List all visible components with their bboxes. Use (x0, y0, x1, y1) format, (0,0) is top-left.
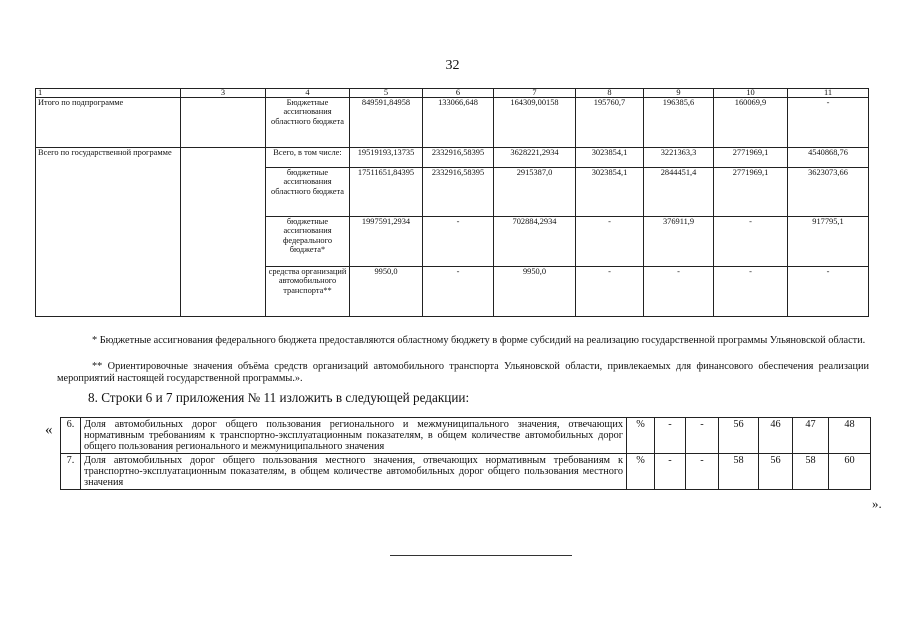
value-cell: 47 (793, 418, 829, 454)
value-cell: 2332916,58395 (423, 148, 494, 168)
column-number: 6 (423, 89, 494, 98)
value-cell: 9950,0 (350, 267, 423, 317)
value-cell: - (655, 454, 686, 490)
value-cell: 2771969,1 (714, 148, 788, 168)
value-cell: 195760,7 (576, 98, 644, 148)
table-row (36, 148, 869, 168)
funding-source: бюджетные ассигнования областного бюджета (266, 168, 350, 217)
value-cell: - (714, 217, 788, 267)
total-label: Всего по государственной программе (36, 148, 181, 317)
value-cell: 56 (719, 418, 759, 454)
funding-source: бюджетные ассигнования федерального бюджета* (266, 217, 350, 267)
value-cell: - (655, 418, 686, 454)
indicators-table (60, 417, 871, 490)
row-number: 7. (61, 454, 81, 490)
value-cell: 702884,2934 (494, 217, 576, 267)
table-row (61, 454, 871, 490)
unit-cell: % (627, 454, 655, 490)
funding-source: Всего, в том числе: (266, 148, 350, 168)
column-number: 8 (576, 89, 644, 98)
row-number: 6. (61, 418, 81, 454)
footnote-federal: * Бюджетные ассигнования федерального бюджета предоставляются областному бюджету в форме субсидий на реализацию государственной программы Ульяновской области. (92, 335, 866, 346)
indicator-text: Доля автомобильных дорог общего пользования местного значения, отвечающих нормативным требованиям к транспортно-эксплуатационным показателям, в общем количестве автомобильных дорог общего пользования местного значения (81, 454, 627, 490)
value-cell: 58 (719, 454, 759, 490)
value-cell: 58 (793, 454, 829, 490)
value-cell: 849591,84958 (350, 98, 423, 148)
closing-quote: ». (872, 496, 882, 511)
value-cell: 196385,6 (644, 98, 714, 148)
value-cell: 2771969,1 (714, 168, 788, 217)
value-cell: 133066,648 (423, 98, 494, 148)
value-cell: - (788, 267, 869, 317)
value-cell: - (714, 267, 788, 317)
subtotal-label: Итого по подпрограмме (36, 98, 181, 148)
value-cell: 56 (759, 454, 793, 490)
value-cell: 17511651,84395 (350, 168, 423, 217)
column-number: 10 (714, 89, 788, 98)
page-number: 32 (445, 58, 460, 73)
empty-cell (181, 148, 266, 317)
column-number: 7 (494, 89, 576, 98)
value-cell: 9950,0 (494, 267, 576, 317)
value-cell: - (423, 217, 494, 267)
empty-cell (181, 98, 266, 148)
column-number: 11 (788, 89, 869, 98)
column-number: 1 (36, 89, 181, 98)
value-cell: - (686, 418, 719, 454)
value-cell: 4540868,76 (788, 148, 869, 168)
value-cell: 3023854,1 (576, 168, 644, 217)
funding-source: Бюджетные ассигнования областного бюджета (266, 98, 350, 148)
value-cell: - (423, 267, 494, 317)
table-row (36, 98, 869, 148)
value-cell: 3221363,3 (644, 148, 714, 168)
value-cell: - (644, 267, 714, 317)
separator-line (390, 555, 572, 556)
column-number: 3 (181, 89, 266, 98)
value-cell: 3628221,2934 (494, 148, 576, 168)
value-cell: - (576, 267, 644, 317)
table-row (61, 418, 871, 454)
value-cell: 160069,9 (714, 98, 788, 148)
column-number: 4 (266, 89, 350, 98)
opening-quote: « (45, 422, 53, 438)
value-cell: 46 (759, 418, 793, 454)
value-cell: 60 (829, 454, 871, 490)
value-cell: 376911,9 (644, 217, 714, 267)
value-cell: 3023854,1 (576, 148, 644, 168)
value-cell: - (576, 217, 644, 267)
unit-cell: % (627, 418, 655, 454)
value-cell: 3623073,66 (788, 168, 869, 217)
value-cell: 2332916,58395 (423, 168, 494, 217)
budget-table (35, 88, 869, 317)
value-cell: 917795,1 (788, 217, 869, 267)
value-cell: 19519193,13735 (350, 148, 423, 168)
footnote-transport: ** Ориентировочные значения объёма средств организаций автомобильного транспорта Ульяновской области, привлекаемых для финансового обеспечения реализации мероприятий настоящей государственной программы.». (57, 361, 869, 384)
indicator-text: Доля автомобильных дорог общего пользования регионального и межмуниципального значения, отвечающих нормативным требованиям к транспортно-эксплуатационным показателям, в общем количестве автомобильных дорог общего пользования регионального и межмуниципального значения (81, 418, 627, 454)
column-number: 5 (350, 89, 423, 98)
value-cell: 2915387,0 (494, 168, 576, 217)
value-cell: 2844451,4 (644, 168, 714, 217)
value-cell: - (686, 454, 719, 490)
value-cell: - (788, 98, 869, 148)
table-header-row (36, 89, 869, 98)
value-cell: 1997591,2934 (350, 217, 423, 267)
column-number: 9 (644, 89, 714, 98)
amendment-heading: 8. Строки 6 и 7 приложения № 11 изложить в следующей редакции: (88, 390, 470, 405)
funding-source: средства организаций автомобильного транспорта** (266, 267, 350, 317)
value-cell: 164309,00158 (494, 98, 576, 148)
value-cell: 48 (829, 418, 871, 454)
